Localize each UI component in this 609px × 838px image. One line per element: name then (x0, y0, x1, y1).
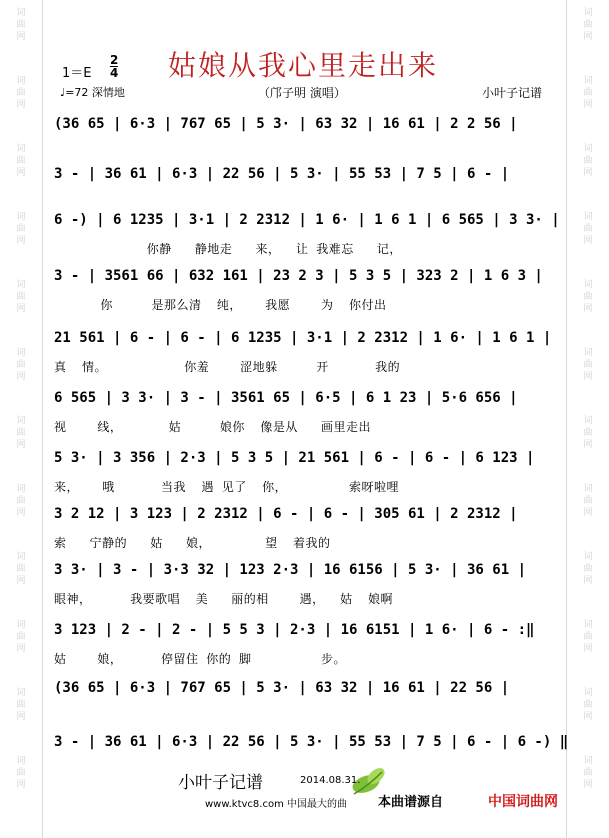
notation-line: 3 - | 36 61 | 6·3 | 22 56 | 5 3· | 55 53 | 7 5 | 6 - | (54, 166, 510, 182)
watermark-char: 曲 (16, 360, 26, 370)
watermark-char: 曲 (583, 768, 593, 778)
time-top: 2 (110, 53, 119, 67)
watermark-char: 词 (16, 8, 26, 18)
watermark-char: 曲 (16, 156, 26, 166)
watermark-char: 网 (16, 372, 26, 382)
watermark-char: 词 (583, 688, 593, 698)
watermark-char: 曲 (16, 496, 26, 506)
watermark-char: 网 (16, 780, 26, 790)
watermark-char: 词 (583, 348, 593, 358)
watermark-char: 网 (16, 168, 26, 178)
watermark-char: 词 (16, 212, 26, 222)
transcriber-credit: 小叶子记谱 (482, 86, 543, 100)
watermark-char: 网 (16, 440, 26, 450)
notation-line: 3 - | 36 61 | 6·3 | 22 56 | 5 3· | 55 53 | 7 5 | 6 - | 6 -) ‖ (54, 734, 569, 750)
watermark-char: 词 (16, 484, 26, 494)
watermark-char: 曲 (16, 428, 26, 438)
watermark-char: 网 (583, 712, 593, 722)
watermark-char: 词 (583, 76, 593, 86)
watermark-char: 词 (16, 688, 26, 698)
watermark-char: 词 (16, 416, 26, 426)
watermark-char: 曲 (583, 20, 593, 30)
watermark-char: 网 (16, 100, 26, 110)
watermark-char: 词 (583, 756, 593, 766)
footer-date: 2014.08.31. (300, 775, 361, 786)
lyric-line: 来， 哦 当我 遇 见了 你， 索呀啦哩 (54, 480, 399, 494)
watermark-char: 曲 (16, 88, 26, 98)
footer-source: 本曲谱源自 (378, 795, 444, 810)
watermark-char: 曲 (16, 768, 26, 778)
lyric-line: 你 是那么清 纯， 我愿 为 你付出 (54, 298, 387, 312)
notation-line: 3 123 | 2 - | 2 - | 5 5 3 | 2·3 | 16 6151 | 1 6· | 6 - :‖ (54, 622, 535, 638)
watermark-char: 曲 (583, 156, 593, 166)
lyric-line: 真 情。 你羞 涩地躲 开 我的 (54, 360, 401, 374)
notation-line: 6 565 | 3 3· | 3 - | 3561 65 | 6·5 | 6 1 23 | 5·6 656 | (54, 390, 518, 406)
watermark-char: 词 (583, 8, 593, 18)
watermark-char: 词 (16, 76, 26, 86)
lyric-line: 索 宁静的 姑 娘， 望 着我的 (54, 536, 331, 550)
footer-signature: 小叶子记谱 (178, 773, 263, 793)
watermark-char: 网 (583, 236, 593, 246)
watermark-char: 曲 (16, 224, 26, 234)
watermark-char: 词 (583, 484, 593, 494)
watermark-char: 词 (16, 348, 26, 358)
watermark-char: 词 (16, 280, 26, 290)
time-bottom: 4 (110, 66, 119, 80)
watermark-char: 词 (583, 280, 593, 290)
notation-line: 3 2 12 | 3 123 | 2 2312 | 6 - | 6 - | 305 61 | 2 2312 | (54, 506, 518, 522)
watermark-char: 曲 (583, 700, 593, 710)
watermark-char: 词 (583, 552, 593, 562)
watermark-left (0, 0, 42, 838)
lyric-line: 你静 静地走 来， 让 我难忘 记， (54, 242, 402, 256)
watermark-char: 曲 (16, 632, 26, 642)
watermark-char: 网 (583, 780, 593, 790)
notation-line: (36 65 | 6·3 | 767 65 | 5 3· | 63 32 | 16 61 | 2 2 56 | (54, 116, 518, 132)
watermark-char: 网 (583, 508, 593, 518)
watermark-char: 曲 (583, 496, 593, 506)
watermark-char: 网 (583, 168, 593, 178)
watermark-char: 词 (583, 212, 593, 222)
singer-credit: （邝子明 演唱） (258, 86, 346, 100)
watermark-char: 曲 (583, 632, 593, 642)
notation-line: 3 3· | 3 - | 3·3 32 | 123 2·3 | 16 6156 | 5 3· | 36 61 | (54, 562, 527, 578)
watermark-char: 曲 (583, 360, 593, 370)
lyric-line: 姑 娘， 停留住 你的 脚 步。 (54, 652, 346, 666)
notation-line: 6 -) | 6 1235 | 3·1 | 2 2312 | 1 6· | 1 6 1 | 6 565 | 3 3· | (54, 212, 560, 228)
watermark-char: 曲 (583, 428, 593, 438)
watermark-char: 曲 (583, 564, 593, 574)
watermark-char: 曲 (583, 224, 593, 234)
watermark-char: 网 (583, 32, 593, 42)
watermark-char: 曲 (583, 292, 593, 302)
watermark-char: 词 (16, 620, 26, 630)
watermark-char: 词 (583, 144, 593, 154)
footer-site-logo: 中国词曲网 (488, 794, 558, 810)
notation-line: (36 65 | 6·3 | 767 65 | 5 3· | 63 32 | 16 61 | 22 56 | (54, 680, 510, 696)
notation-line: 21 561 | 6 - | 6 - | 6 1235 | 3·1 | 2 2312 | 1 6· | 1 6 1 | (54, 330, 552, 346)
key-signature: 1＝E (62, 66, 92, 81)
watermark-char: 网 (16, 236, 26, 246)
footer-url: www.ktvc8.com 中国最大的曲 (205, 799, 348, 810)
song-title: 姑娘从我心里走出来 (168, 49, 439, 82)
time-signature (110, 54, 118, 79)
watermark-char: 网 (16, 576, 26, 586)
watermark-char: 词 (16, 144, 26, 154)
watermark-char: 网 (16, 304, 26, 314)
watermark-char: 网 (583, 372, 593, 382)
watermark-char: 曲 (16, 700, 26, 710)
watermark-char: 曲 (16, 292, 26, 302)
watermark-char: 网 (16, 32, 26, 42)
watermark-char: 词 (16, 552, 26, 562)
watermark-char: 网 (583, 304, 593, 314)
watermark-char: 网 (16, 712, 26, 722)
notation-line: 3 - | 3561 66 | 632 161 | 23 2 3 | 5 3 5 | 323 2 | 1 6 3 | (54, 268, 543, 284)
watermark-char: 曲 (583, 88, 593, 98)
watermark-char: 网 (583, 440, 593, 450)
lyric-line: 眼神， 我要歌唱 美 丽的相 遇， 姑 娘啊 (54, 592, 394, 606)
watermark-right (567, 0, 609, 838)
watermark-char: 网 (16, 508, 26, 518)
watermark-char: 词 (583, 620, 593, 630)
watermark-char: 词 (16, 756, 26, 766)
watermark-char: 网 (583, 644, 593, 654)
watermark-char: 词 (583, 416, 593, 426)
notation-line: 5 3· | 3 356 | 2·3 | 5 3 5 | 21 561 | 6 - | 6 - | 6 123 | (54, 450, 535, 466)
watermark-char: 网 (16, 644, 26, 654)
watermark-char: 网 (583, 100, 593, 110)
lyric-line: 视 线， 姑 娘你 像是从 画里走出 (54, 420, 371, 434)
tempo-marking: ♩=72 深情地 (60, 86, 125, 99)
watermark-char: 曲 (16, 20, 26, 30)
watermark-char: 网 (583, 576, 593, 586)
watermark-char: 曲 (16, 564, 26, 574)
